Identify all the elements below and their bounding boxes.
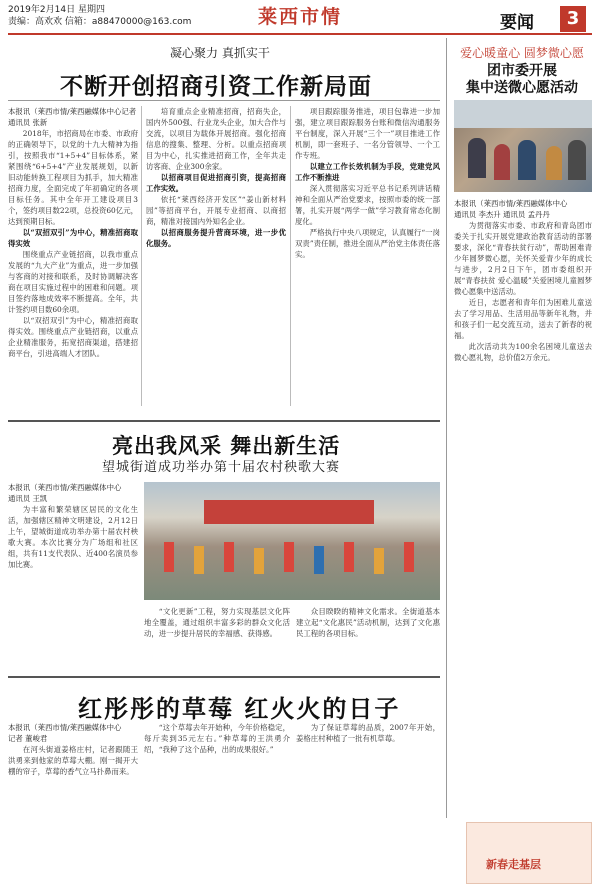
article1-column-2: 培育重点企业精准招商，招商失企，国内外500强、行业龙头企业，加大合作与交流，以项目为载体开展招商。强化招商信息的搜集、整理、分析。以重点招商项目为中心，扎实推进招商工作，全年共走访客商、企业300余家。 以招商项目促进招商引资，提高招商工作实效。 依托“莱西经济开发区”“姜山新材料园”等招商平台，开展专业招商、以商招商，精准对接国内外知名企业。 以招商服务提升营商环境，进一步优化服务。: [146, 107, 286, 248]
article2-subhead: 望城街道成功举办第十届农村秧歌大赛: [102, 460, 341, 475]
article3-column-2: “这个草莓去年开始种，今年价格稳定，每斤卖到35元左右。”种草莓的王洪勇介绍，“我种了这个品种，出的成果很好。”: [144, 723, 290, 754]
newspaper-logo: 莱西市情: [257, 6, 342, 28]
column-divider: [141, 106, 142, 406]
article1-body-1: 2018年，市招商局在市委、市政府的正确领导下，以党的十九大精神为指引，按照我市“1+5+4”目标体系，紧紧围绕“6+5+4”产业发展规划，以新旧动能转换工程项目为抓手，加大精准招商力度，全面完成了年初确定的各项目标任务。其中全年开工建设项目3个，签约项目数22项，总投资60亿元，达到预期目标。 以“双招双引”为中心，精准招商取得实效 围绕重点产业链招商，以我市重点发展的“九大产业”为重点，进一步加强与客商的对接和联系，及时协调解决客商在项目实施过程中的困难和问题。项目签约落地成效率不断提高。全年，共计签约项目数60余项。 以“双招双引”为中心，精准招商取得实效。围绕重点产业链招商，以重点企业精准服务，拓宽招商渠道，搭建招商平台，引进高端人才团队。: [8, 129, 138, 358]
article2-column-1: 本报讯（莱西市情/莱西融媒体中心 通讯员 王凯 为丰富和繁荣辖区居民的文化生活，加强辖区精神文明建设，2月12日上午，望城街道成功举办第十届农村秧歌大赛。本次比赛分为广场组和社区组，共有11支代表队、近400名演员参加比赛。: [8, 483, 138, 569]
corner-box: [466, 822, 592, 884]
page-number: 3: [560, 6, 586, 32]
section-title: 要闻: [500, 13, 534, 33]
editor-line: 责编：高欢欢 信箱：a88470000@163.com: [8, 17, 192, 27]
right-article-headline-2: 集中送微心愿活动: [466, 80, 578, 96]
date-line: 2019年2月14日 星期四: [8, 5, 105, 15]
article2-column-3: 众目睽睽的精神文化需求。全街道基本建立起“文化惠民”活动机制，达到了文化惠民工程的各项目标。: [296, 607, 440, 638]
article1-byline: 本报讯（莱西市情/莱西融媒体中心记者 通讯员 张新: [8, 107, 137, 127]
masthead-info: [8, 4, 191, 28]
masthead-rule: [8, 33, 592, 35]
article3-column-1: 本报讯（莱西市情/莱西融媒体中心 记者 董峻君 在河头街道姜格庄村，记者跟随王洪勇来到他家的草莓大棚。刚一揭开大棚的帘子，草莓的香气立马扑鼻而来。: [8, 723, 138, 776]
article1-headline: 不断开创招商引资工作新局面: [60, 73, 372, 100]
article3-headline: 红彤彤的草莓 红火火的日子: [78, 694, 401, 723]
article2-photo: [144, 482, 440, 600]
right-article-kicker: 爱心暖童心 圆梦微心愿: [460, 46, 584, 60]
right-article-byline: 本报讯（莱西市情/莱西融媒体中心 通讯员 李杰升 通讯员 孟丹丹: [454, 199, 568, 219]
right-article-headline-1: 团市委开展: [487, 63, 557, 79]
article2-column-2: “文化更新”工程，努力实现基层文化阵地全覆盖，通过组织丰富多彩的群众文化活动，进一步提升居民的幸福感、获得感。: [144, 607, 290, 638]
article1-column-1: [8, 106, 138, 406]
article1-kicker: 凝心聚力 真抓实干: [170, 46, 270, 60]
article1-column-3: 项目跟踪服务推进，项目包靠进一步加强，建立项目跟踪服务台账和微信沟通服务平台制度，深入开展“三个一”项目推进工作机制，即一套班子、一名分管领导、一个工作专班。 以建立工作长效机制为手段，党建党风工作不断推进 深入贯彻落实习近平总书记系列讲话精神和全面从严治党要求，按照市委的统一部署，扎实开展“两学一做”学习教育常态化制度化。 严格执行中央八项规定，认真履行“一岗双责”责任制，推进全面从严治党主体责任落实。: [295, 107, 440, 259]
article1-rule: [8, 100, 440, 101]
article3-column-3: 为了保证草莓的品质，2007年开始，姜格庄村种植了一批有机草莓。: [296, 723, 440, 743]
corner-label: 新春走基层: [486, 858, 541, 871]
article2-rule: [8, 420, 440, 422]
article3-rule: [8, 676, 440, 678]
column-divider: [290, 106, 291, 406]
right-article-body: 本报讯（莱西市情/莱西融媒体中心 通讯员 李杰升 通讯员 孟丹丹 为贯彻落实市委、市政府和青岛团市委关于扎实开展党建政治教育活动的部署要求，深化“青春扶贫行动”，帮助困难青少年圆梦微心愿，关怀关爱青少年的成长与进步，2月2日下午，团市委组织开展“青春扶贫 爱心温暖”关爱困境儿童圆梦微心愿集中送活动。 近日，志愿者和青年们为困难儿童送去了学习用品、生活用品等新年礼物，并和孩子们一起交流互动，送去了新春的祝福。 此次活动共为100余名困境儿童送去微心愿礼物，总价值2万余元。: [454, 199, 592, 362]
right-column-divider: [446, 38, 447, 818]
article2-headline: 亮出我风采 舞出新生活: [112, 433, 341, 458]
right-article-photo: [454, 100, 592, 192]
